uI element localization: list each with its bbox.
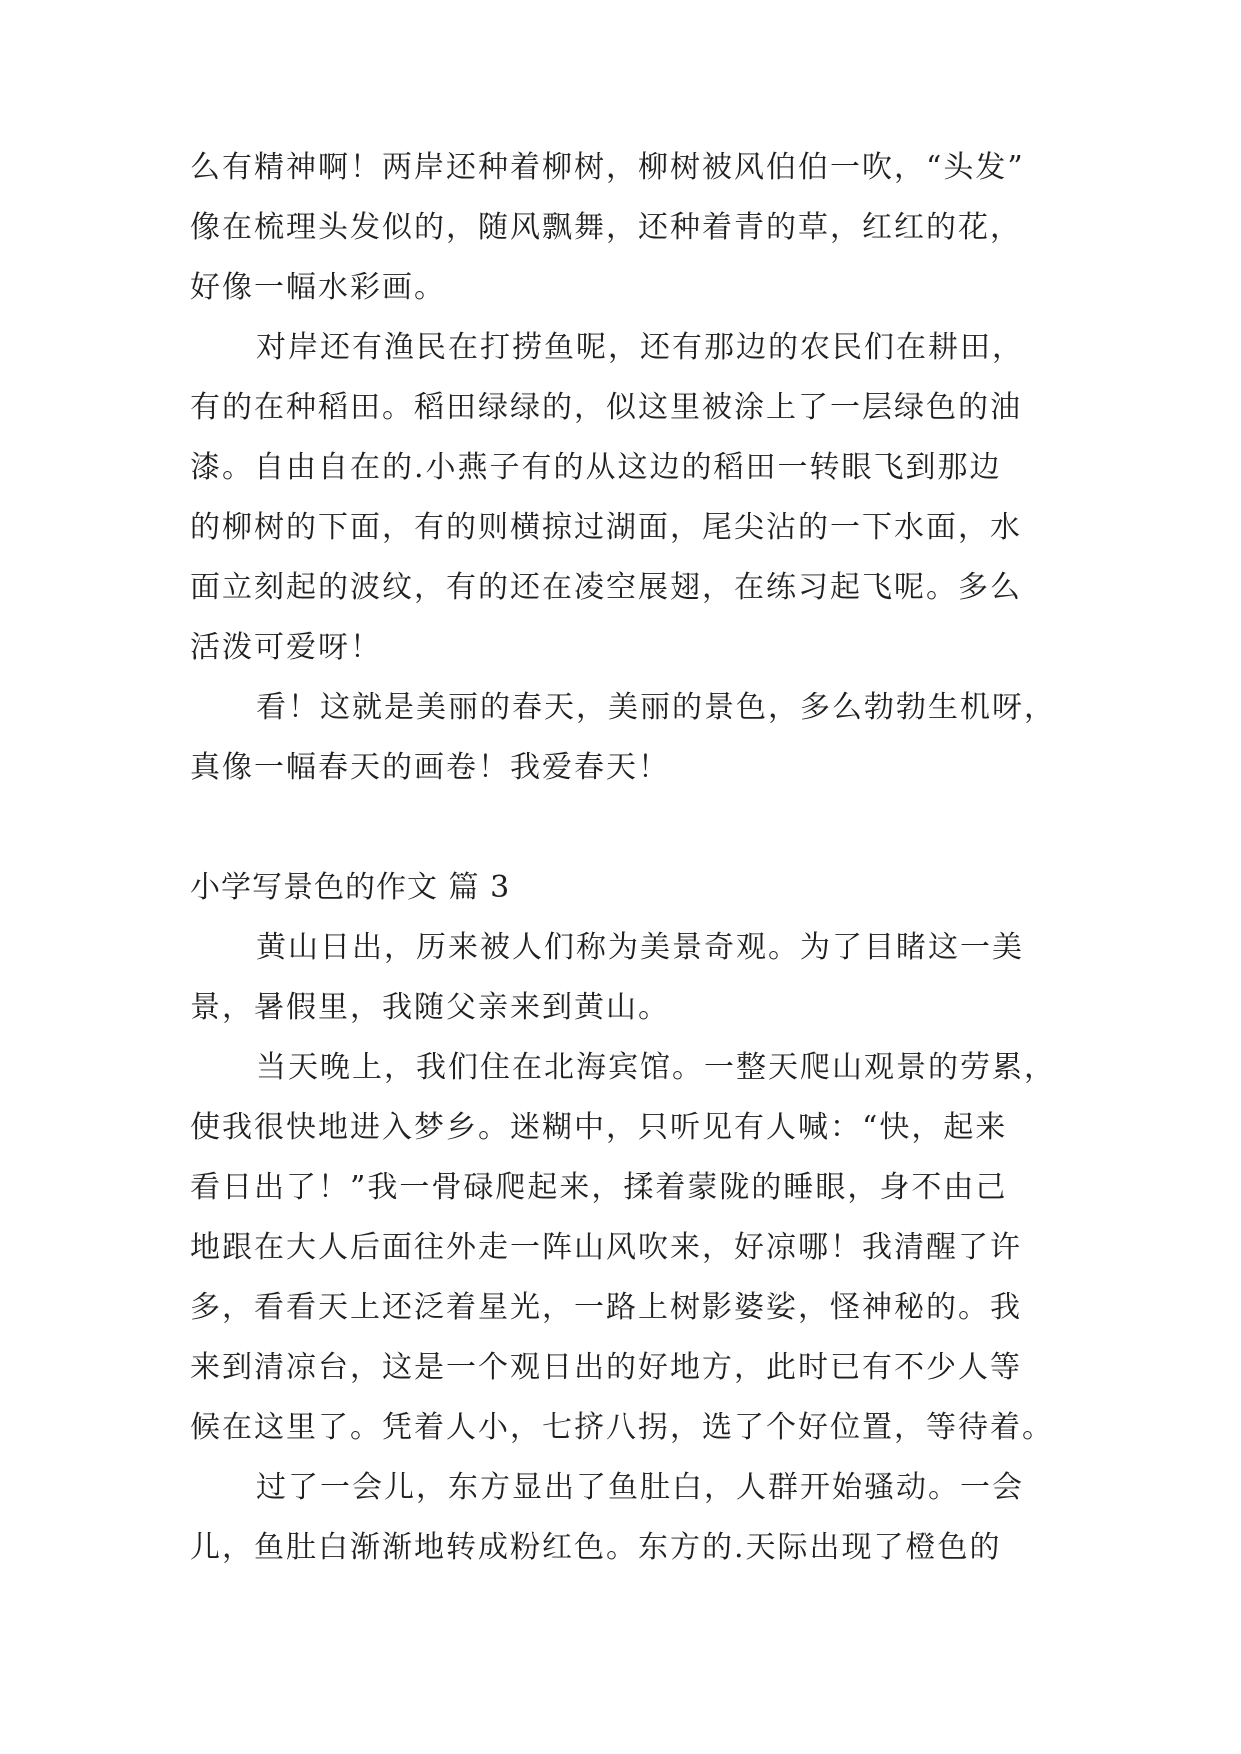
paragraph	[190, 1458, 1060, 1578]
text-line: 漆。自由自在的.小燕子有的从这边的稻田一转眼飞到那边	[190, 450, 1002, 485]
paragraph	[190, 138, 1060, 318]
text-line: 多，看看天上还泛着星光，一路上树影婆娑，怪神秘的。我	[190, 1290, 1022, 1325]
text-line: 过了一会儿，东方显出了鱼肚白，人群开始骚动。一会	[256, 1470, 1024, 1505]
text-line: 儿，鱼肚白渐渐地转成粉红色。东方的.天际出现了橙色的	[190, 1530, 1002, 1565]
text-line: 来到清凉台，这是一个观日出的好地方，此时已有不少人等	[190, 1350, 1022, 1385]
section-spacer	[190, 798, 1060, 858]
document-body	[190, 138, 1060, 1578]
text-line: 景，暑假里，我随父亲来到黄山。	[190, 990, 670, 1025]
section-heading: 小学写景色的作文 篇 3	[190, 870, 511, 905]
text-line: 真像一幅春天的画卷！我爱春天！	[190, 750, 670, 785]
text-line: 像在梳理头发似的，随风飘舞，还种着青的草，红红的花，	[190, 210, 1022, 245]
text-line: 好像一幅水彩画。	[190, 270, 446, 305]
text-line: 么有精神啊！两岸还种着柳树，柳树被风伯伯一吹，“头发”	[190, 150, 1025, 185]
text-line: 看！这就是美丽的春天，美丽的景色，多么勃勃生机呀，	[256, 690, 1056, 725]
text-line: 使我很快地进入梦乡。迷糊中，只听见有人喊：“快，起来	[190, 1110, 1008, 1145]
text-line: 有的在种稻田。稻田绿绿的，似这里被涂上了一层绿色的油	[190, 390, 1022, 425]
text-line: 黄山日出，历来被人们称为美景奇观。为了目睹这一美	[256, 930, 1024, 965]
paragraph	[190, 918, 1060, 1038]
text-line: 候在这里了。凭着人小，七挤八拐，选了个好位置，等待着。	[190, 1410, 1054, 1445]
text-line: 看日出了！”我一骨碌爬起来，揉着蒙陇的睡眼，身不由己	[190, 1170, 1008, 1205]
text-line: 的柳树的下面，有的则横掠过湖面，尾尖沾的一下水面，水	[190, 510, 1022, 545]
paragraph	[190, 318, 1060, 678]
paragraph	[190, 1038, 1060, 1458]
text-line: 面立刻起的波纹，有的还在凌空展翅，在练习起飞呢。多么	[190, 570, 1022, 605]
paragraph	[190, 678, 1060, 798]
text-line: 地跟在大人后面往外走一阵山风吹来，好凉哪！我清醒了许	[190, 1230, 1022, 1265]
text-line: 活泼可爱呀！	[190, 630, 382, 665]
text-line: 当天晚上，我们住在北海宾馆。一整天爬山观景的劳累，	[256, 1050, 1056, 1085]
text-line: 对岸还有渔民在打捞鱼呢，还有那边的农民们在耕田，	[256, 330, 1024, 365]
